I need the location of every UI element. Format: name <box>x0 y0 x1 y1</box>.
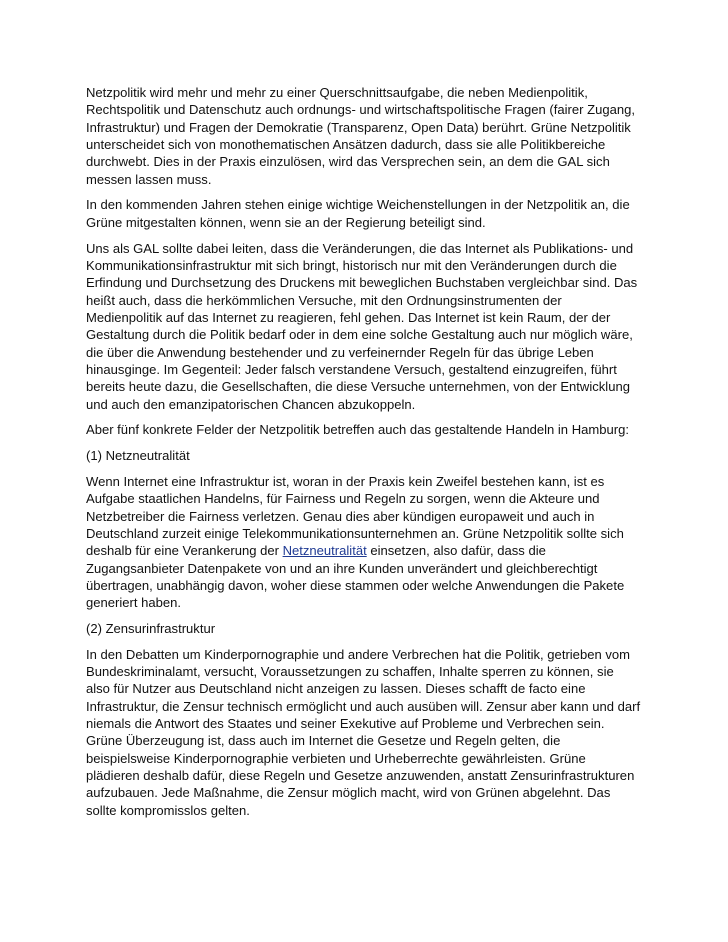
text-line: die über die Anwendung bestehender und zu verfeinernder Regeln für das übrige Leben <box>86 344 594 360</box>
text-line: heißt auch, dass die herkömmlichen Versuche, mit den Ordnungsinstrumenten der <box>86 292 562 308</box>
section-heading-netzneutralitaet <box>86 447 646 464</box>
text-line: hinausginge. Im Gegenteil: Jeder falsch verstandene Versuch, gestaltend einzugreifen, führt <box>86 361 617 377</box>
text-line: beispielsweise Kinderpornographie verbieten und Urheberrechte gewährleisten. Grüne <box>86 750 586 766</box>
text-line: sollte kompromisslos gelten. <box>86 802 250 818</box>
text-line: Kommunikationsinfrastruktur mit sich bringt, historisch nur mit den Veränderungen durch die <box>86 257 617 273</box>
text-line: Netzpolitik wird mehr und mehr zu einer Querschnittsaufgabe, die neben Medienpolitik, <box>86 85 588 100</box>
paragraph-netzneutralitaet <box>86 473 646 612</box>
text-line: Netzbetreiber die Fairness verletzen. Genau dies aber kündigen europaweit und auch in <box>86 508 595 524</box>
text-line: Grüne Überzeugung ist, dass auch im Internet die Gesetze und Regeln gelten, die <box>86 733 561 749</box>
section-heading-zensurinfrastruktur <box>86 620 646 637</box>
text-line: Aufgabe staatlichen Handelns, für Fairness und Regeln zu sorgen, wenn die Akteure und <box>86 491 600 507</box>
text-line-with-link <box>86 542 646 559</box>
text-line: übertragen, unabhängig davon, woher diese stammen oder welche Anwendungen die Pakete <box>86 577 625 593</box>
text-line: Infrastruktur) und Fragen der Demokratie (Transparenz, Open Data) berührt. Grüne Netzpolitik <box>86 119 631 135</box>
text-line: Gestaltung durch die Politik bedarf oder in dem eine solche Gestaltung auch nur möglich wäre, <box>86 327 633 343</box>
text-line: plädieren deshalb dafür, diese Regeln und Gesetze anzuwenden, anstatt Zensurinfrastrukturen <box>86 768 635 784</box>
netzneutralitaet-link[interactable]: Netzneutralität <box>282 543 367 559</box>
text-line: aufzubauen. Jede Maßnahme, die Zensur möglich macht, wird von Grünen abgelehnt. Das <box>86 785 611 801</box>
paragraph-weichenstellungen <box>86 196 646 231</box>
text-line: Medienpolitik auf das Internet zu reagieren, fehl gehen. Das Internet ist kein Raum, der der <box>86 309 611 325</box>
text-line: Wenn Internet eine Infrastruktur ist, woran in der Praxis kein Zweifel bestehen kann, ist es <box>86 473 605 489</box>
text-segment: einsetzen, also dafür, dass die <box>366 543 546 559</box>
document-page <box>86 84 646 828</box>
paragraph-zensurinfrastruktur <box>86 646 646 819</box>
section-heading: (2) Zensurinfrastruktur <box>86 620 216 636</box>
text-line: generiert haben. <box>86 595 182 611</box>
text-line: Erfindung und Durchsetzung des Druckens mit beweglichen Buchstaben vergleichbar sind. Das <box>86 275 638 291</box>
paragraph-gal-leitlinie <box>86 240 646 413</box>
text-line: Zugangsanbieter Datenpakete von und an ihre Kunden unverändert und gleichberechtigt <box>86 560 598 576</box>
text-line: niemals die Antwort des Staates und seiner Exekutive auf Probleme und Verbrechen sein. <box>86 716 605 732</box>
text-line: Uns als GAL sollte dabei leiten, dass die Veränderungen, die das Internet als Publikations- und <box>86 240 634 256</box>
text-line: messen lassen muss. <box>86 171 212 187</box>
text-line: unterscheidet sich von monothematischen Ansätzen dadurch, dass sie alle Politikbereiche <box>86 137 606 153</box>
text-segment: deshalb für eine Verankerung der <box>86 543 283 559</box>
text-line: In den Debatten um Kinderpornographie und andere Verbrechen hat die Politik, getrieben vom <box>86 646 630 662</box>
text-line: durchwebt. Dies in der Praxis einzulösen, wird das Versprechen sein, an dem die GAL sich <box>86 154 610 170</box>
text-line: bereits heute dazu, die Gesellschaften, die diese Versuche unternehmen, von der Entwicklung <box>86 379 630 395</box>
text-line: also für Nutzer aus Deutschland nicht anzeigen zu lassen. Dieses schafft de facto eine <box>86 681 586 697</box>
text-line: In den kommenden Jahren stehen einige wichtige Weichenstellungen in der Netzpolitik an, die <box>86 197 630 213</box>
text-line: Grüne mitgestalten können, wenn sie an der Regierung beteiligt sind. <box>86 214 486 230</box>
text-line: Aber fünf konkrete Felder der Netzpolitik betreffen auch das gestaltende Handeln in Hamburg: <box>86 422 629 438</box>
text-line: Bundeskriminalamt, versucht, Voraussetzungen zu schaffen, Inhalte sperren zu können, sie <box>86 664 614 680</box>
text-line: Deutschland zurzeit einige Telekommunikationsunternehmen an. Grüne Netzpolitik sollte sich <box>86 525 624 541</box>
text-line: und auch den emanzipatorischen Chancen abzukoppeln. <box>86 396 416 412</box>
paragraph-intro <box>86 84 646 188</box>
paragraph-fuenf-felder <box>86 421 646 438</box>
text-line: Infrastruktur, die Zensur technisch ermöglicht und auch ausüben will. Zensur aber kann und darf <box>86 698 641 714</box>
text-line: Rechtspolitik und Datenschutz auch ordnungs- und wirtschaftspolitische Fragen (fairer Zugang, <box>86 102 635 118</box>
section-heading: (1) Netzneutralität <box>86 448 190 464</box>
